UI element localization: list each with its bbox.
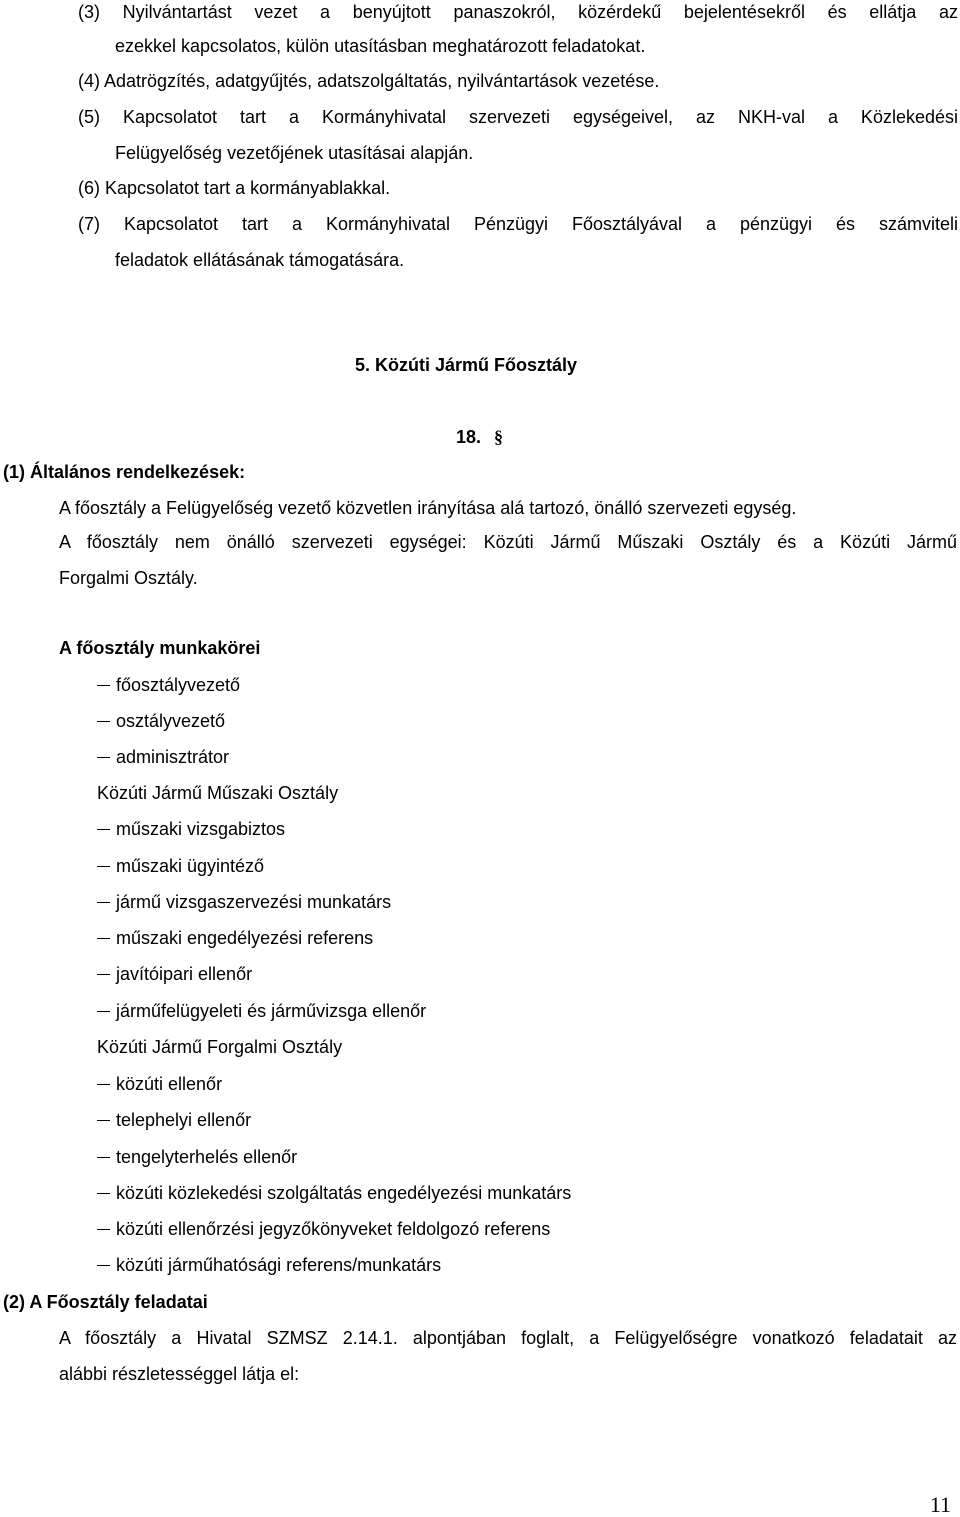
dash-bullet bbox=[97, 1265, 110, 1266]
list-item: műszaki vizsgabiztos bbox=[116, 819, 286, 839]
item-4: (4) Adatrögzítés, adatgyűjtés, adatszolgáltatás, nyilvántartások vezetése. bbox=[78, 71, 660, 91]
list-item: műszaki ügyintéző bbox=[116, 856, 265, 876]
list-item: közúti járműhatósági referens/munkatárs bbox=[116, 1255, 442, 1275]
general-text-2-line-2: Forgalmi Osztály. bbox=[59, 568, 198, 588]
paragraph-sign: § bbox=[494, 427, 504, 447]
item-7-line-2: feladatok ellátásának támogatására. bbox=[115, 250, 405, 270]
list-item: tengelyterhelés ellenőr bbox=[116, 1147, 298, 1167]
dash-bullet bbox=[97, 1229, 110, 1230]
dash-bullet bbox=[97, 685, 110, 686]
dash-bullet bbox=[97, 757, 110, 758]
page-number: 11 bbox=[929, 1492, 951, 1517]
list-item: főosztályvezető bbox=[116, 675, 241, 695]
list-item: műszaki engedélyezési referens bbox=[116, 928, 374, 948]
list-item: járműfelügyeleti és járművizsga ellenőr bbox=[116, 1001, 427, 1021]
traffic-dept-title: Közúti Jármű Forgalmi Osztály bbox=[97, 1037, 343, 1057]
item-6: (6) Kapcsolatot tart a kormányablakkal. bbox=[78, 178, 391, 198]
list-item: jármű vizsgaszervezési munkatárs bbox=[116, 892, 392, 912]
dash-bullet bbox=[97, 938, 110, 939]
dash-bullet bbox=[97, 1011, 110, 1012]
list-item: közúti közlekedési szolgáltatás engedélyezési munkatárs bbox=[116, 1183, 572, 1203]
general-text-2-line-1: A főosztály nem önálló szervezeti egységei: Közúti Jármű Műszaki Osztály és a Közúti Jármű bbox=[59, 532, 957, 552]
tasks-text-line-1: A főosztály a Hivatal SZMSZ 2.14.1. alpontjában foglalt, a Felügyelőségre vonatkozó feladatait az bbox=[59, 1328, 957, 1348]
general-text-1: A főosztály a Felügyelőség vezető közvetlen irányítása alá tartozó, önálló szervezeti egység. bbox=[59, 498, 797, 518]
item-5-line-1: (5) Kapcsolatot tart a Kormányhivatal szervezeti egységeivel, az NKH-val a Közlekedési bbox=[78, 107, 958, 127]
item-3-line-1: (3) Nyilvántartást vezet a benyújtott panaszokról, közérdekű bejelentésekről és ellátja az bbox=[78, 2, 958, 22]
list-item: adminisztrátor bbox=[116, 747, 230, 767]
dash-bullet bbox=[97, 866, 110, 867]
list-item: javítóipari ellenőr bbox=[116, 964, 253, 984]
dash-bullet bbox=[97, 829, 110, 830]
list-item: közúti ellenőr bbox=[116, 1074, 223, 1094]
paragraph-number bbox=[456, 426, 503, 448]
item-7-line-1: (7) Kapcsolatot tart a Kormányhivatal Pénzügyi Főosztályával a pénzügyi és számviteli bbox=[78, 214, 958, 234]
dash-bullet bbox=[97, 1120, 110, 1121]
dash-bullet bbox=[97, 1084, 110, 1085]
item-3-line-2: ezekkel kapcsolatos, külön utasításban meghatározott feladatokat. bbox=[115, 36, 646, 56]
item-5-line-2: Felügyelőség vezetőjének utasításai alapján. bbox=[115, 143, 474, 163]
list-item: telephelyi ellenőr bbox=[116, 1110, 252, 1130]
roles-heading: A főosztály munkakörei bbox=[59, 638, 261, 658]
general-heading: (1) Általános rendelkezések: bbox=[3, 462, 246, 482]
tasks-text-line-2: alábbi részletességgel látja el: bbox=[59, 1364, 300, 1384]
technical-dept-title: Közúti Jármű Műszaki Osztály bbox=[97, 783, 339, 803]
dash-bullet bbox=[97, 1193, 110, 1194]
dash-bullet bbox=[97, 721, 110, 722]
list-item: osztályvezető bbox=[116, 711, 226, 731]
paragraph-num: 18. bbox=[456, 427, 482, 447]
dash-bullet bbox=[97, 902, 110, 903]
dash-bullet bbox=[97, 974, 110, 975]
dash-bullet bbox=[97, 1157, 110, 1158]
list-item: közúti ellenőrzési jegyzőkönyveket feldolgozó referens bbox=[116, 1219, 551, 1239]
tasks-heading: (2) A Főosztály feladatai bbox=[3, 1292, 208, 1312]
section-heading: 5. Közúti Jármű Főosztály bbox=[355, 355, 578, 375]
